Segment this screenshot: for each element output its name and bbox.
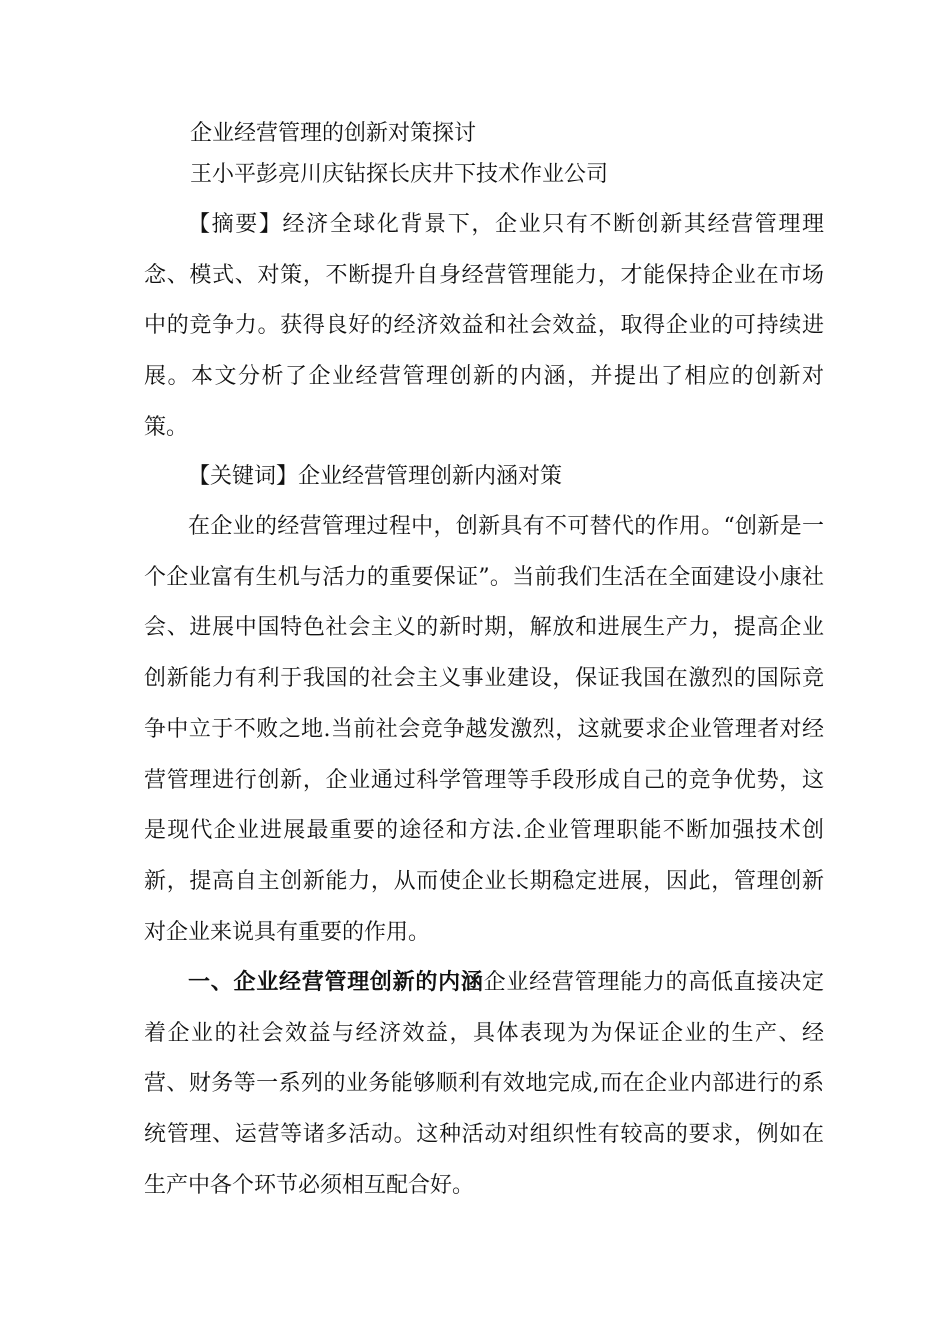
abstract-label: 【摘要】 <box>188 212 283 237</box>
document-title: 企业经营管理的创新对策探讨 <box>190 121 477 146</box>
intro-paragraph: 在企业的经营管理过程中，创新具有不可替代的作用。“创新是一个企业富有生机与活力的重要保证”。当前我们生活在全面建设小康社会、进展中国特色社会主义的新时期，解放和进展生产力，提高企业创新能力有利于我国的社会主义事业建设，保证我国在激烈的国际竞争中立于不败之地.当前社会竞争越发激烈，这就要求企业管理者对经营管理进行创新，企业通过科学管理等手段形成自己的竞争优势，这是现代企业进展最重要的途径和方法.企业管理职能不断加强技术创新，提高自主创新能力，从而使企业长期稳定进展，因此，管理创新对企业来说具有重要的作用。 <box>144 514 824 945</box>
keywords-paragraph <box>144 452 824 503</box>
section-1-heading: 一、企业经营管理创新的内涵 <box>188 970 484 995</box>
section-1-text: 企业经营管理能力的高低直接决定着企业的社会效益与经济效益，具体表现为为保证企业的生产、经营、财务等一系列的业务能够顺利有效地完成,而在企业内部进行的系统管理、运营等诸多活动。这种活动对组织性有较高的要求，例如在生产中各个环节必须相互配合好。 <box>144 970 824 1198</box>
abstract-paragraph <box>144 200 824 454</box>
keywords-label: 【关键词】 <box>188 464 299 489</box>
keywords-text: 企业经营管理创新内涵对策 <box>298 464 563 489</box>
section-1-paragraph <box>144 958 824 1212</box>
author-line: 王小平彭亮川庆钻探长庆井下技术作业公司 <box>190 162 609 187</box>
abstract-text: 经济全球化背景下，企业只有不断创新其经营管理理念、模式、对策，不断提升自身经营管理能力，才能保持企业在市场中的竞争力。获得良好的经济效益和社会效益，取得企业的可持续进展。本文分析了企业经营管理创新的内涵，并提出了相应的创新对策。 <box>144 212 824 440</box>
